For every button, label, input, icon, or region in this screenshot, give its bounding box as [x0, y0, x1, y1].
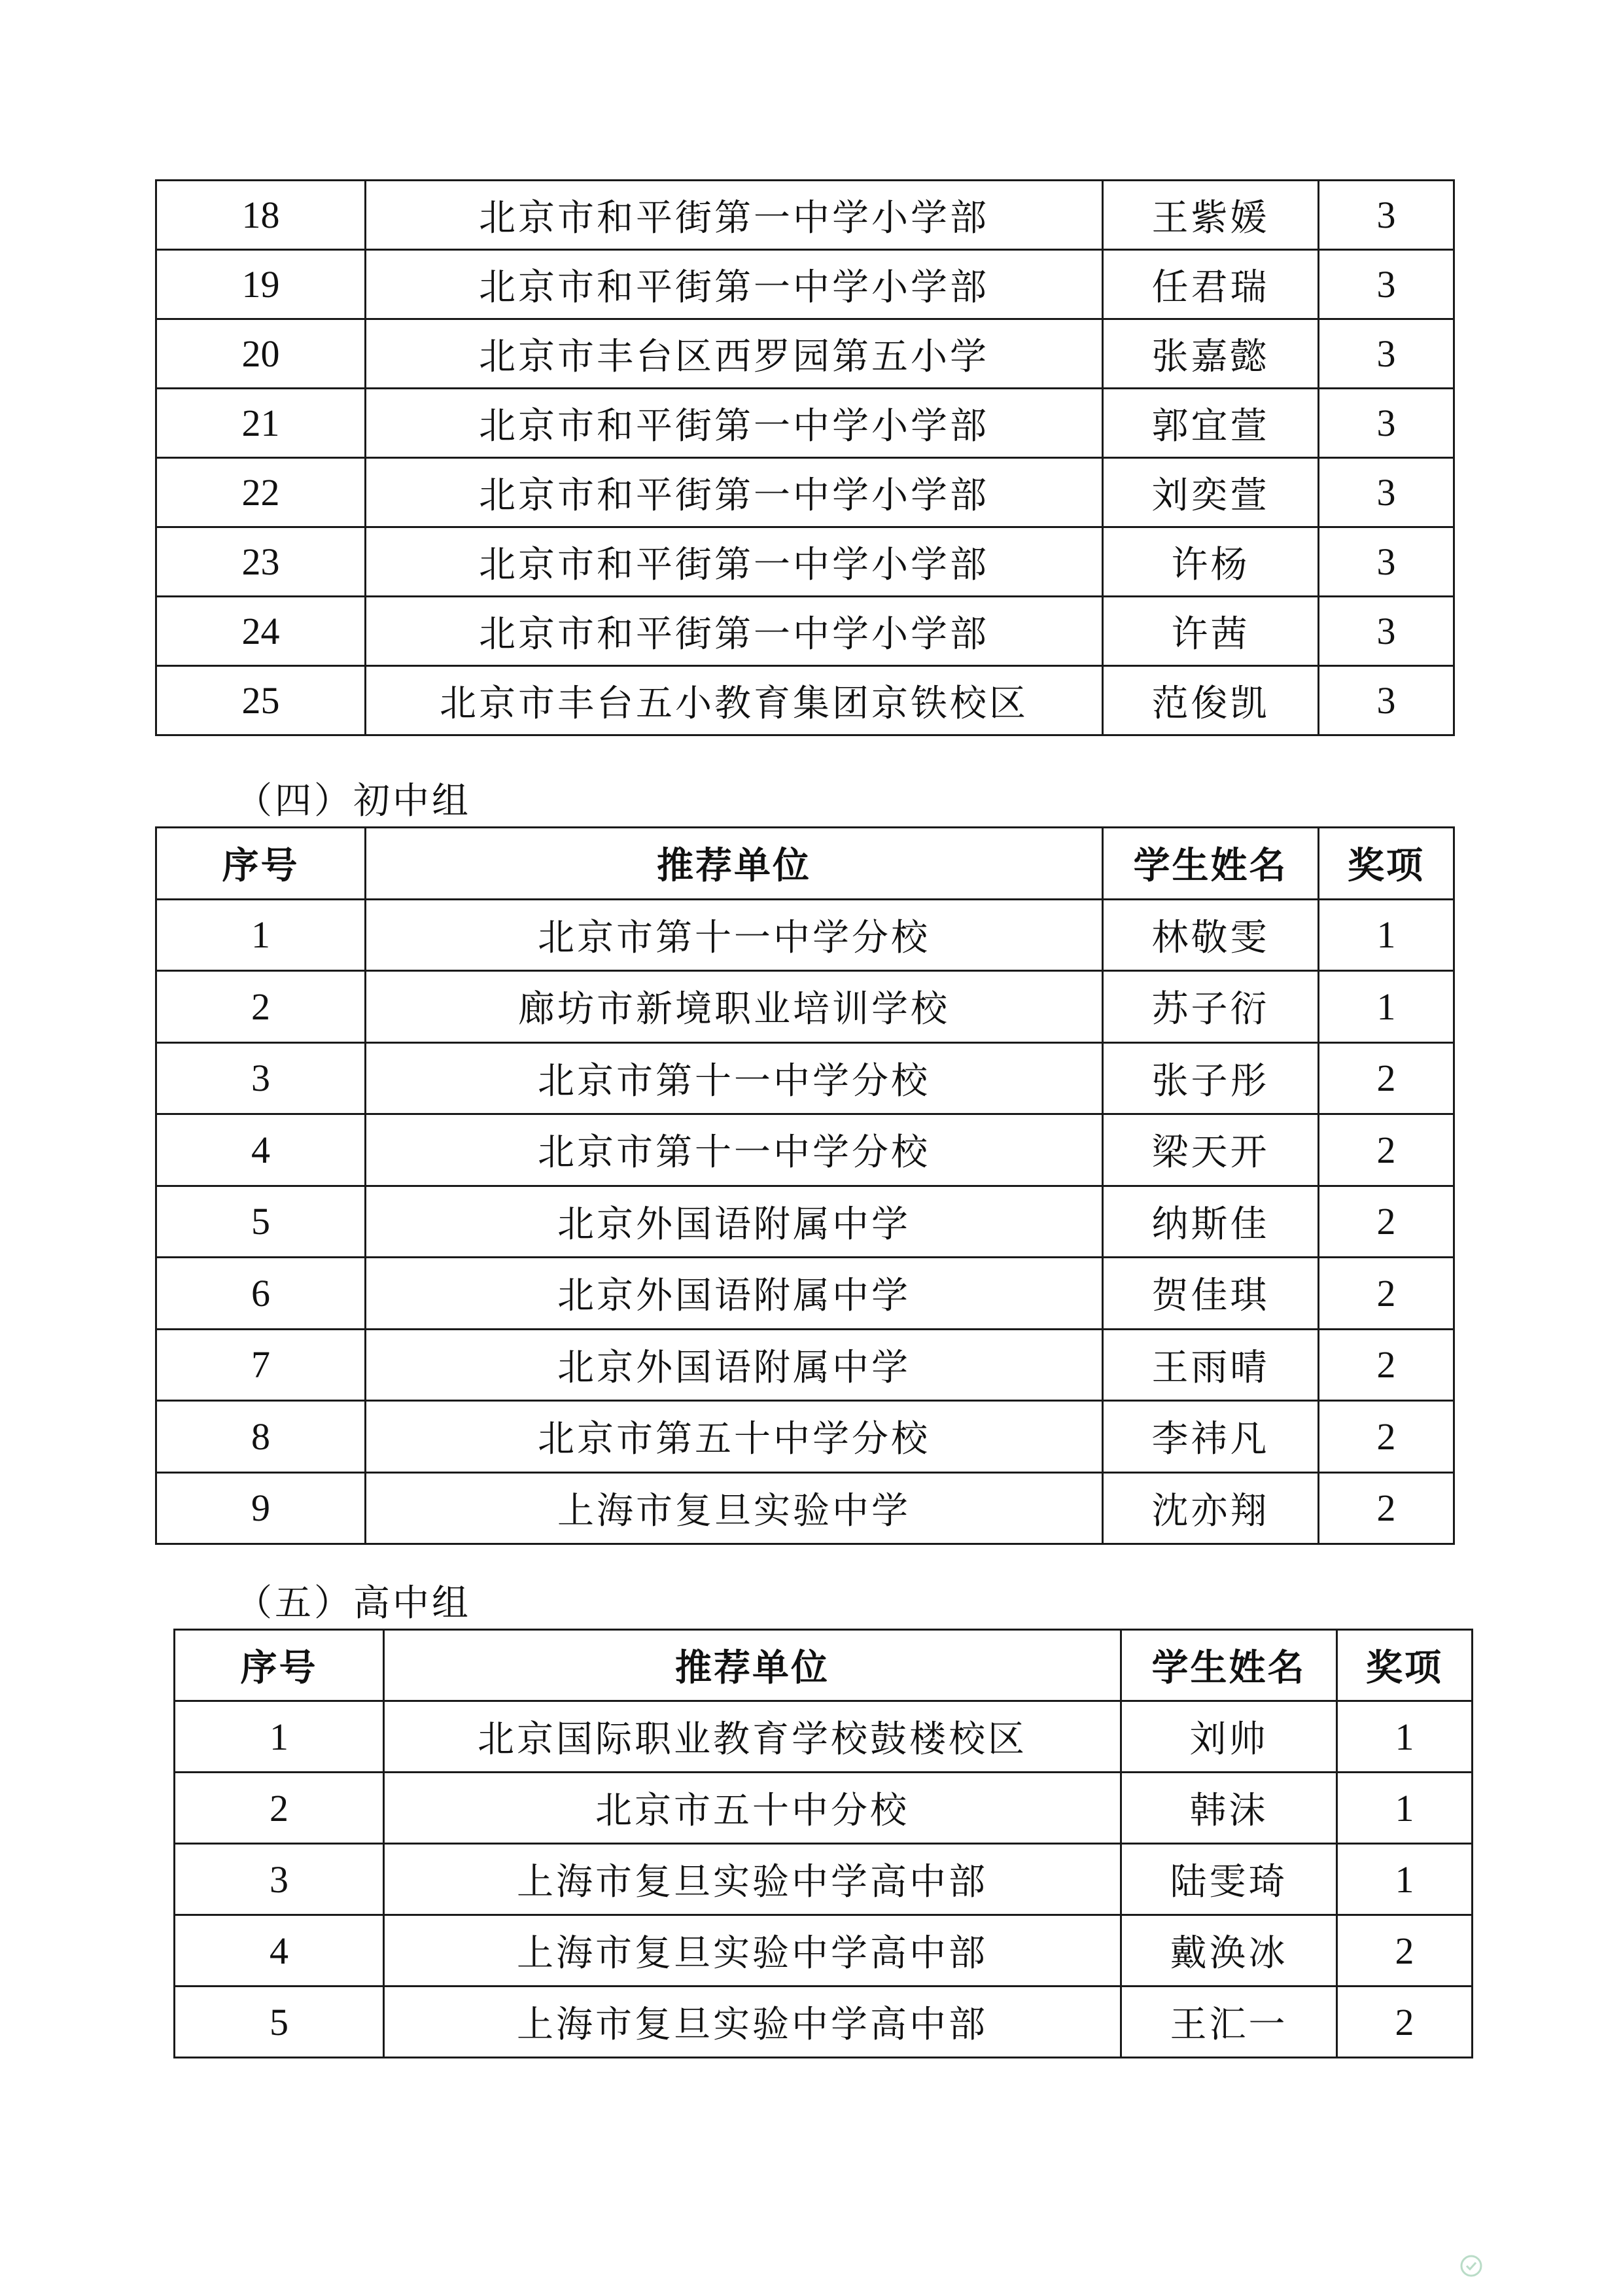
table-row	[156, 899, 1454, 971]
cell-award: 2	[1319, 1401, 1454, 1473]
table-row	[156, 666, 1454, 735]
cell-name: 张子彤	[1103, 1042, 1319, 1114]
cell-name: 沈亦翔	[1103, 1472, 1319, 1544]
table-row	[156, 597, 1454, 666]
cell-no: 9	[156, 1472, 366, 1544]
table-row	[156, 527, 1454, 597]
cell-unit: 北京市和平街第一中学小学部	[366, 250, 1103, 319]
cell-unit: 上海市复旦实验中学	[366, 1472, 1103, 1544]
cell-name: 任君瑞	[1103, 250, 1319, 319]
cell-no: 19	[156, 250, 366, 319]
cell-no: 3	[175, 1844, 384, 1915]
table-row	[156, 1401, 1454, 1473]
cell-no: 25	[156, 666, 366, 735]
cell-award: 3	[1319, 527, 1454, 597]
cell-name: 张嘉懿	[1103, 319, 1319, 389]
cell-award: 1	[1337, 1773, 1473, 1844]
cell-award: 3	[1319, 458, 1454, 527]
cell-unit: 北京市和平街第一中学小学部	[366, 181, 1103, 250]
cell-name: 苏子衍	[1103, 971, 1319, 1043]
table-row	[156, 458, 1454, 527]
table-row	[156, 1329, 1454, 1401]
table-row	[156, 1472, 1454, 1544]
cell-award: 3	[1319, 319, 1454, 389]
cell-unit: 北京市和平街第一中学小学部	[366, 458, 1103, 527]
cell-award: 2	[1319, 1186, 1454, 1258]
table-row	[156, 319, 1454, 389]
cell-unit: 北京市五十中分校	[384, 1773, 1121, 1844]
cell-unit: 北京市第十一中学分校	[366, 1114, 1103, 1186]
header-award: 奖项	[1337, 1630, 1473, 1701]
cell-no: 22	[156, 458, 366, 527]
table-row	[156, 181, 1454, 250]
table-row	[156, 389, 1454, 458]
cell-no: 1	[175, 1701, 384, 1773]
cell-award: 1	[1337, 1844, 1473, 1915]
cell-name: 许茜	[1103, 597, 1319, 666]
cell-no: 5	[156, 1186, 366, 1258]
table-header-row	[156, 828, 1454, 900]
cell-no: 2	[156, 971, 366, 1043]
header-unit: 推荐单位	[384, 1630, 1121, 1701]
header-no: 序号	[175, 1630, 384, 1701]
cell-award: 2	[1337, 1915, 1473, 1987]
header-no: 序号	[156, 828, 366, 900]
cell-unit: 北京市第十一中学分校	[366, 899, 1103, 971]
cell-no: 2	[175, 1773, 384, 1844]
cell-no: 21	[156, 389, 366, 458]
cell-no: 4	[175, 1915, 384, 1987]
cell-unit: 北京市和平街第一中学小学部	[366, 597, 1103, 666]
cell-name: 纳斯佳	[1103, 1186, 1319, 1258]
table-row	[175, 1987, 1473, 2058]
table-row	[156, 1258, 1454, 1330]
cell-award: 3	[1319, 181, 1454, 250]
cell-unit: 北京市第十一中学分校	[366, 1042, 1103, 1114]
cell-unit: 廊坊市新境职业培训学校	[366, 971, 1103, 1043]
continued-award-table	[155, 179, 1455, 736]
cell-name: 陆雯琦	[1121, 1844, 1337, 1915]
cell-name: 王汇一	[1121, 1987, 1337, 2058]
cell-unit: 上海市复旦实验中学高中部	[384, 1844, 1121, 1915]
cell-name: 梁天开	[1103, 1114, 1319, 1186]
cell-award: 3	[1319, 666, 1454, 735]
cell-unit: 北京市和平街第一中学小学部	[366, 527, 1103, 597]
cell-award: 3	[1319, 597, 1454, 666]
table-row	[175, 1773, 1473, 1844]
senior-section-heading: （五）高中组	[236, 1582, 471, 1625]
cell-no: 3	[156, 1042, 366, 1114]
cell-award: 2	[1319, 1472, 1454, 1544]
cell-award: 2	[1319, 1258, 1454, 1330]
cell-unit: 北京外国语附属中学	[366, 1186, 1103, 1258]
table-row	[175, 1701, 1473, 1773]
table-row	[156, 971, 1454, 1043]
table-header-row	[175, 1630, 1473, 1701]
table-row	[156, 250, 1454, 319]
cell-no: 1	[156, 899, 366, 971]
cell-name: 林敬雯	[1103, 899, 1319, 971]
cell-name: 韩沫	[1121, 1773, 1337, 1844]
cell-unit: 北京市丰台区西罗园第五小学	[366, 319, 1103, 389]
header-unit: 推荐单位	[366, 828, 1103, 900]
cell-name: 戴涣冰	[1121, 1915, 1337, 1987]
cell-unit: 北京市和平街第一中学小学部	[366, 389, 1103, 458]
header-award: 奖项	[1319, 828, 1454, 900]
table-row	[156, 1042, 1454, 1114]
cell-award: 1	[1337, 1701, 1473, 1773]
senior-award-table	[173, 1629, 1473, 2058]
cell-no: 5	[175, 1987, 384, 2058]
cell-unit: 北京国际职业教育学校鼓楼校区	[384, 1701, 1121, 1773]
cell-name: 许杨	[1103, 527, 1319, 597]
cell-award: 3	[1319, 389, 1454, 458]
cell-name: 刘奕萱	[1103, 458, 1319, 527]
junior-section-heading: （四）初中组	[236, 780, 471, 822]
cell-award: 2	[1319, 1329, 1454, 1401]
cell-no: 7	[156, 1329, 366, 1401]
cell-no: 18	[156, 181, 366, 250]
cell-name: 刘帅	[1121, 1701, 1337, 1773]
cell-award: 1	[1319, 899, 1454, 971]
cell-no: 4	[156, 1114, 366, 1186]
cell-name: 范俊凯	[1103, 666, 1319, 735]
cell-unit: 北京外国语附属中学	[366, 1329, 1103, 1401]
cell-name: 郭宜萱	[1103, 389, 1319, 458]
cell-name: 贺佳琪	[1103, 1258, 1319, 1330]
cell-unit: 上海市复旦实验中学高中部	[384, 1915, 1121, 1987]
cell-no: 8	[156, 1401, 366, 1473]
cell-name: 王紫媛	[1103, 181, 1319, 250]
cell-award: 2	[1319, 1114, 1454, 1186]
cell-no: 23	[156, 527, 366, 597]
cell-unit: 北京市丰台五小教育集团京铁校区	[366, 666, 1103, 735]
cell-no: 6	[156, 1258, 366, 1330]
header-name: 学生姓名	[1121, 1630, 1337, 1701]
cell-unit: 北京外国语附属中学	[366, 1258, 1103, 1330]
header-name: 学生姓名	[1103, 828, 1319, 900]
cell-award: 3	[1319, 250, 1454, 319]
cell-award: 2	[1319, 1042, 1454, 1114]
junior-award-table	[155, 826, 1455, 1545]
cell-award: 2	[1337, 1987, 1473, 2058]
table-row	[175, 1915, 1473, 1987]
scan-watermark-icon	[1459, 2254, 1483, 2278]
cell-name: 王雨晴	[1103, 1329, 1319, 1401]
cell-unit: 北京市第五十中学分校	[366, 1401, 1103, 1473]
cell-name: 李祎凡	[1103, 1401, 1319, 1473]
table-row	[156, 1114, 1454, 1186]
table-row	[175, 1844, 1473, 1915]
table-row	[156, 1186, 1454, 1258]
cell-award: 1	[1319, 971, 1454, 1043]
cell-no: 24	[156, 597, 366, 666]
cell-unit: 上海市复旦实验中学高中部	[384, 1987, 1121, 2058]
cell-no: 20	[156, 319, 366, 389]
